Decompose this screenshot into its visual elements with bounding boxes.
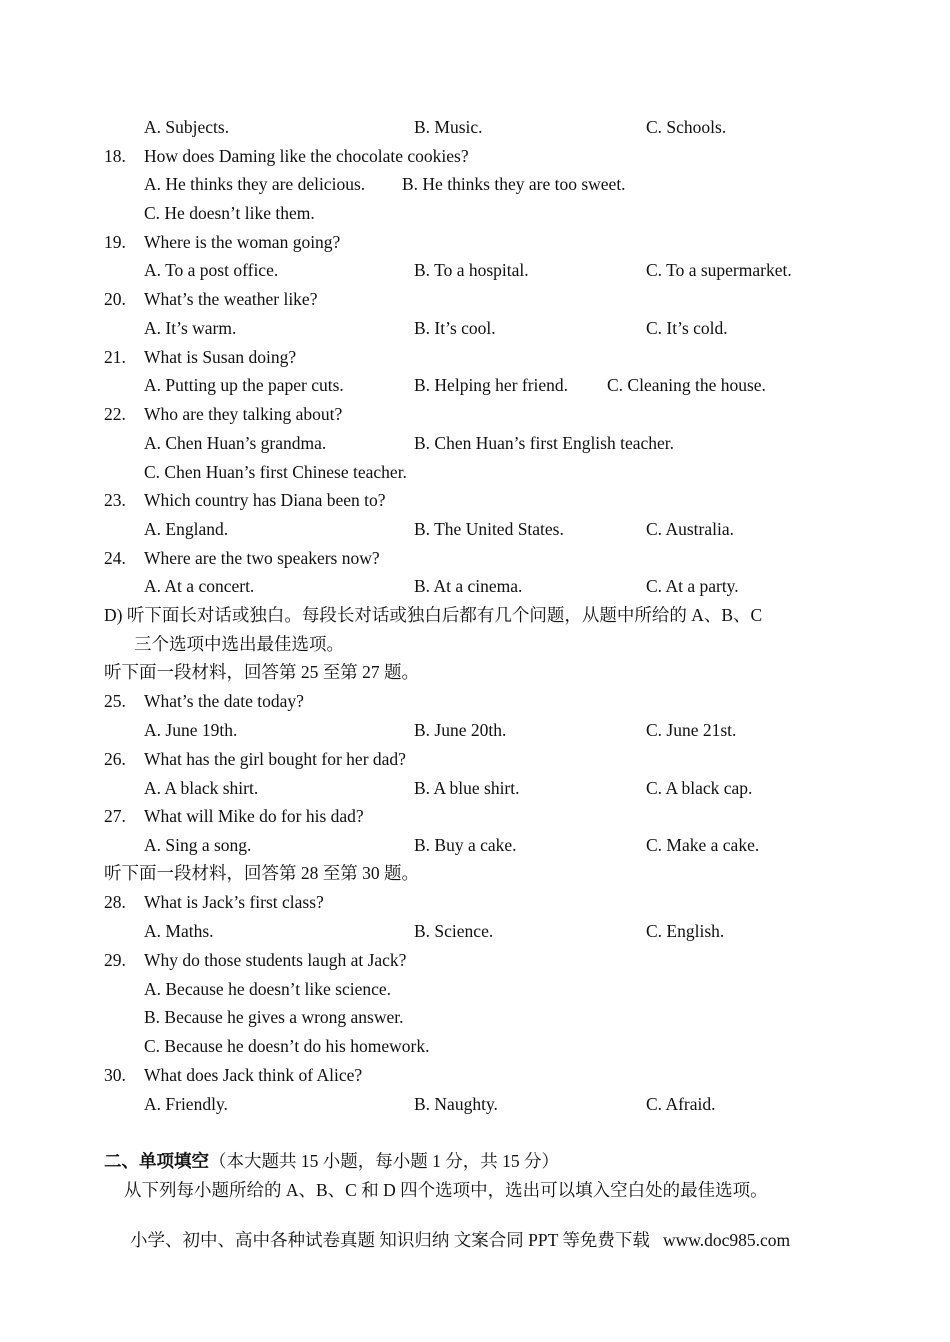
question-text: How does Daming like the chocolate cookies? (144, 146, 469, 166)
question-number: 22. (104, 404, 126, 424)
option-c: C. Because he doesn’t do his homework. (144, 1036, 430, 1056)
passage-heading: 听下面一段材料，回答第 28 至第 30 题。 (104, 863, 419, 883)
option-a: A. June 19th. (144, 720, 238, 740)
option-b: B. Science. (414, 921, 494, 941)
question-number: 18. (104, 146, 126, 166)
question-text: What will Mike do for his dad? (144, 806, 364, 826)
option-b: B. Helping her friend. (414, 375, 569, 395)
option-c: C. At a party. (646, 576, 739, 596)
option-b: B. The United States. (414, 519, 564, 539)
section-note: （本大题共 15 小题，每小题 1 分，共 15 分） (209, 1151, 559, 1171)
option-a: A. Sing a song. (144, 835, 252, 855)
option-b: B. A blue shirt. (414, 778, 520, 798)
section-d-instruction-cont: 三个选项中选出最佳选项。 (134, 634, 344, 654)
option-c: C. Cleaning the house. (607, 375, 766, 395)
question-number: 20. (104, 289, 126, 309)
question-text: Why do those students laugh at Jack? (144, 950, 407, 970)
option-b: B. To a hospital. (414, 260, 529, 280)
question-text: What is Jack’s first class? (144, 892, 324, 912)
option-a: A. A black shirt. (144, 778, 259, 798)
option-a: A. It’s warm. (144, 318, 237, 338)
question-text: What’s the weather like? (144, 289, 318, 309)
question-number: 21. (104, 347, 126, 367)
question-text: Who are they talking about? (144, 404, 343, 424)
option-c: C. Afraid. (646, 1094, 716, 1114)
option-c: C. A black cap. (646, 778, 753, 798)
passage-heading: 听下面一段材料，回答第 25 至第 27 题。 (104, 662, 419, 682)
option-a: A. Putting up the paper cuts. (144, 375, 344, 395)
question-text: What has the girl bought for her dad? (144, 749, 406, 769)
question-number: 28. (104, 892, 126, 912)
option-b: B. Music. (414, 117, 483, 137)
option-c: C. He doesn’t like them. (144, 203, 315, 223)
option-a: A. He thinks they are delicious. (144, 174, 366, 194)
option-a: A. Friendly. (144, 1094, 228, 1114)
question-text: What does Jack think of Alice? (144, 1065, 363, 1085)
question-number: 30. (104, 1065, 126, 1085)
question-text: Where are the two speakers now? (144, 548, 380, 568)
option-a: A. England. (144, 519, 229, 539)
option-c: C. Chen Huan’s first Chinese teacher. (144, 462, 407, 482)
question-number: 26. (104, 749, 126, 769)
option-b: B. He thinks they are too sweet. (402, 174, 626, 194)
question-number: 23. (104, 490, 126, 510)
option-b: B. At a cinema. (414, 576, 523, 596)
question-text: What is Susan doing? (144, 347, 297, 367)
question-number: 29. (104, 950, 126, 970)
option-b: B. It’s cool. (414, 318, 496, 338)
option-a: A. Because he doesn’t like science. (144, 979, 392, 999)
option-b: B. June 20th. (414, 720, 507, 740)
option-c: C. English. (646, 921, 725, 941)
option-b: B. Because he gives a wrong answer. (144, 1007, 404, 1027)
option-a: A. Chen Huan’s grandma. (144, 433, 327, 453)
option-a: A. Maths. (144, 921, 214, 941)
option-a: A. To a post office. (144, 260, 279, 280)
option-b: B. Buy a cake. (414, 835, 517, 855)
option-c: C. It’s cold. (646, 318, 728, 338)
question-number: 27. (104, 806, 126, 826)
option-c: C. To a supermarket. (646, 260, 792, 280)
option-a: A. Subjects. (144, 117, 230, 137)
question-text: Where is the woman going? (144, 232, 341, 252)
section-title: 二、单项填空 (104, 1151, 209, 1171)
question-number: 19. (104, 232, 126, 252)
option-b: B. Chen Huan’s first English teacher. (414, 433, 675, 453)
question-text: Which country has Diana been to? (144, 490, 386, 510)
option-c: C. Australia. (646, 519, 734, 539)
section-heading (104, 1150, 559, 1172)
option-c: C. Make a cake. (646, 835, 760, 855)
question-number: 25. (104, 691, 126, 711)
section-d-instruction: D) 听下面长对话或独白。每段长对话或独白后都有几个问题，从题中所给的 A、B、C (104, 605, 763, 625)
option-b: B. Naughty. (414, 1094, 498, 1114)
option-c: C. June 21st. (646, 720, 737, 740)
page-footer: 小学、初中、高中各种试卷真题 知识归纳 文案合同 PPT 等免费下载 www.doc985.com (130, 1230, 791, 1250)
question-number: 24. (104, 548, 126, 568)
option-a: A. At a concert. (144, 576, 255, 596)
option-c: C. Schools. (646, 117, 727, 137)
question-text: What’s the date today? (144, 691, 304, 711)
section-instruction: 从下列每小题所给的 A、B、C 和 D 四个选项中，选出可以填入空白处的最佳选项。 (124, 1180, 768, 1200)
